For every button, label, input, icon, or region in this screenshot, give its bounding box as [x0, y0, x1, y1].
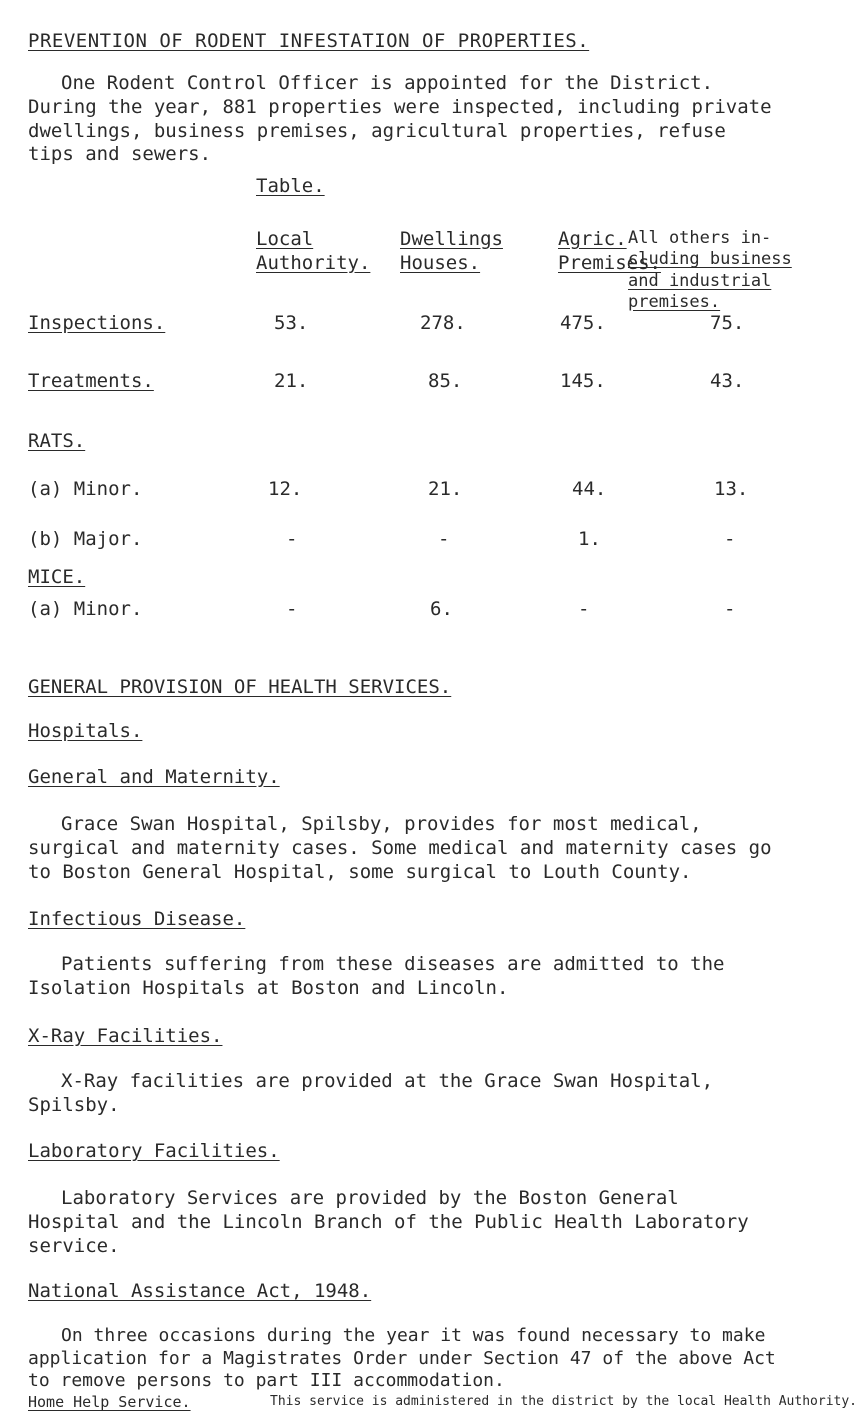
cell-value: 1. [578, 528, 601, 550]
cell-value: 21. [428, 478, 463, 500]
mice-heading: MICE. [28, 566, 86, 588]
xray-paragraph: X-Ray facilities are provided at the Grace Swan Hospital, Spilsby. [28, 1070, 714, 1116]
heading-laboratory-facilities: Laboratory Facilities. [28, 1140, 280, 1162]
cell-value: 44. [572, 478, 607, 500]
cell-value: 278. [420, 312, 466, 334]
col-header-dwellings: Dwellings Houses. [400, 228, 503, 274]
national-assistance-paragraph: On three occasions during the year it was found necessary to make application for a Magistrates Order under Section 47 of the above Act to remove persons to part III accommodation. [28, 1325, 776, 1391]
col-header-local-authority: Local Authority. [256, 228, 371, 274]
cell-value: - [286, 528, 298, 550]
infectious-disease-paragraph: Patients suffering from these diseases are admitted to the Isolation Hospitals at Boston and Lincoln. [28, 953, 725, 999]
cell-value: - [438, 528, 450, 550]
cell-value: 21. [274, 370, 309, 392]
cell-value: 85. [428, 370, 463, 392]
heading-infectious-disease: Infectious Disease. [28, 908, 246, 930]
row-label-treatments: Treatments. [28, 370, 154, 392]
cell-value: 145. [560, 370, 606, 392]
cell-value: 53. [274, 312, 309, 334]
cell-value: - [286, 598, 298, 620]
heading-xray-facilities: X-Ray Facilities. [28, 1025, 223, 1047]
intro-paragraph: One Rodent Control Officer is appointed for the District. During the year, 881 properties were inspected, including private dwellings, business premises, agricultural properties, refuse tips and sewers. [28, 72, 772, 166]
col-header-all-others: All others in- cluding business and industrial premises. [628, 228, 792, 312]
cell-value: 13. [714, 478, 749, 500]
rats-heading: RATS. [28, 430, 86, 452]
cell-value: 75. [710, 312, 745, 334]
cell-value: 6. [430, 598, 453, 620]
cell-value: - [578, 598, 590, 620]
general-maternity-paragraph: Grace Swan Hospital, Spilsby, provides for most medical, surgical and maternity cases. Some medical and maternity cases go to Boston General Hospital, some surgical to Louth County. [28, 813, 772, 883]
cell-value: 43. [710, 370, 745, 392]
col-header-agric: Agric. Premises. [558, 228, 661, 274]
row-label-rats-major: (b) Major. [28, 528, 143, 550]
laboratory-paragraph: Laboratory Services are provided by the Boston General Hospital and the Lincoln Branch of the Public Health Laboratory service. [28, 1187, 749, 1257]
home-help-paragraph: This service is administered in the district by the local Health Authority. [270, 1394, 857, 1409]
heading-hospitals: Hospitals. [28, 720, 143, 742]
heading-general-maternity: General and Maternity. [28, 766, 280, 788]
cell-value: - [724, 598, 736, 620]
heading-national-assistance-act: National Assistance Act, 1948. [28, 1280, 372, 1302]
cell-value: - [724, 528, 736, 550]
heading-home-help: Home Help Service. [28, 1393, 191, 1411]
cell-value: 475. [560, 312, 606, 334]
row-label-rats-minor: (a) Minor. [28, 478, 143, 500]
cell-value: 12. [268, 478, 303, 500]
section-heading-general-provision: GENERAL PROVISION OF HEALTH SERVICES. [28, 676, 452, 698]
row-label-inspections: Inspections. [28, 312, 166, 334]
page-title: PREVENTION OF RODENT INFESTATION OF PROPERTIES. [28, 30, 590, 52]
row-label-mice-minor: (a) Minor. [28, 598, 143, 620]
table-caption: Table. [256, 175, 325, 197]
